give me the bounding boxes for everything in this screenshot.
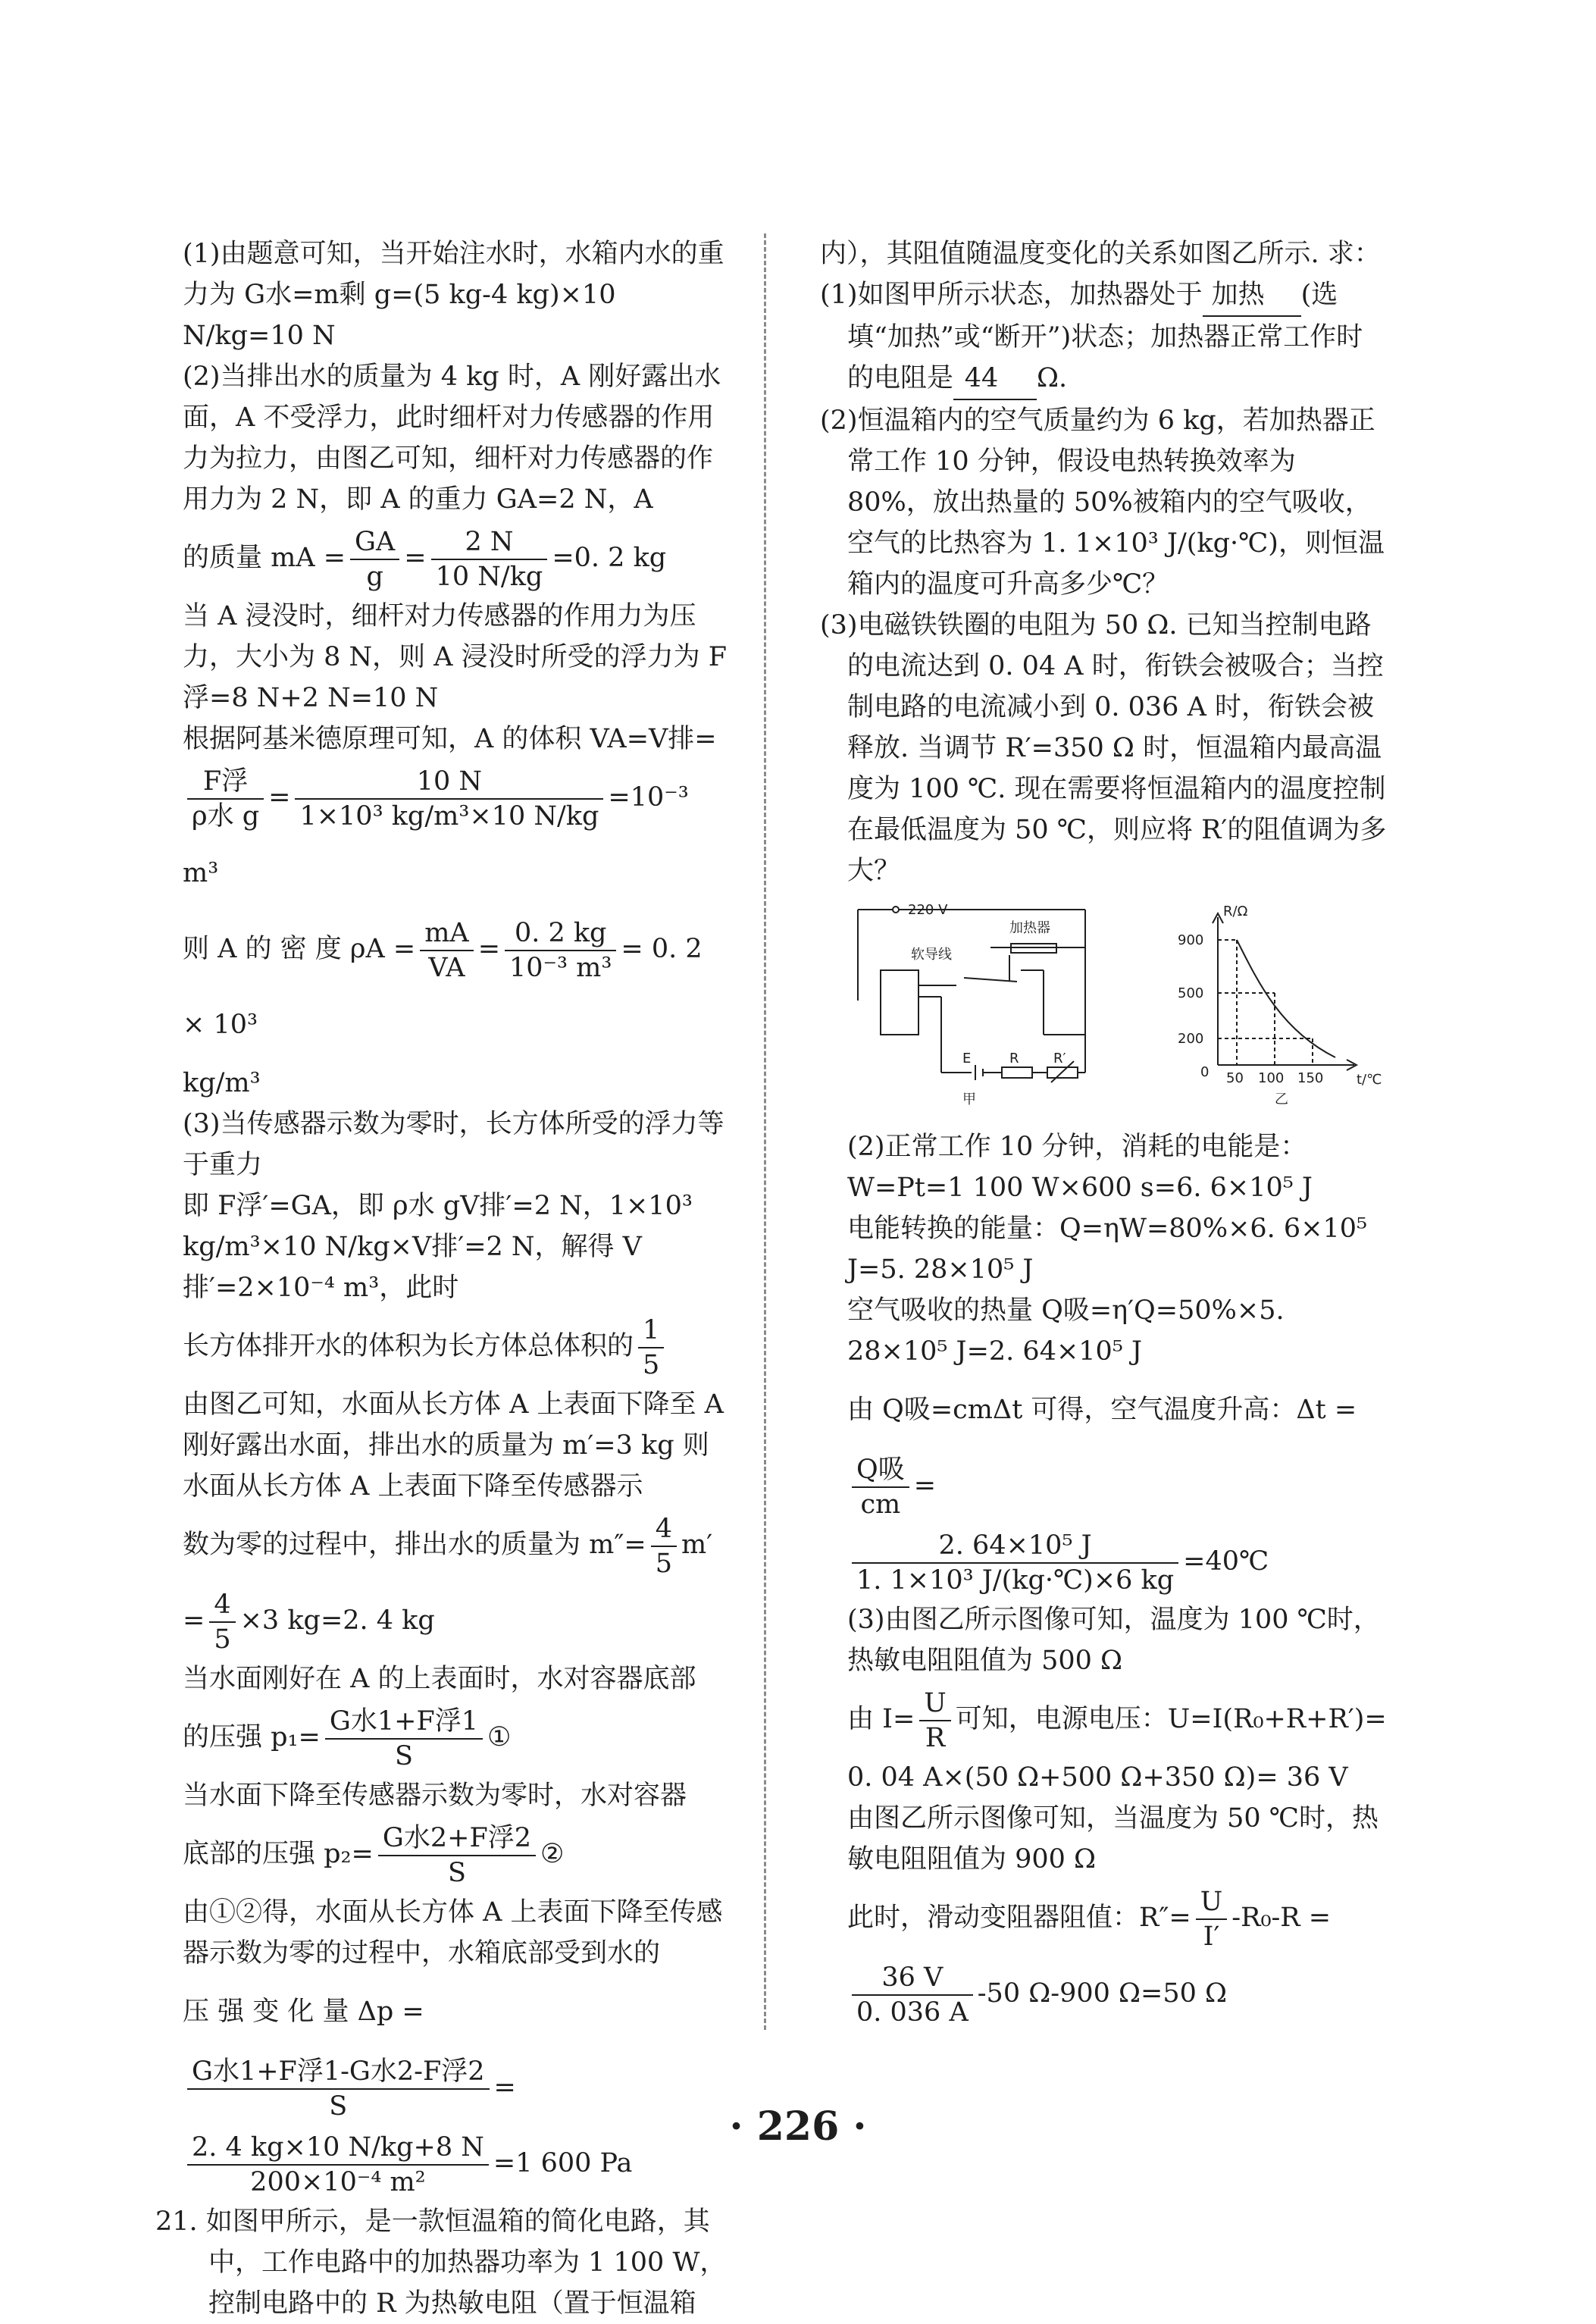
y-tick-900: 900 bbox=[1178, 932, 1204, 948]
graph-x-axis-label: t/℃ bbox=[1357, 1072, 1382, 1088]
y-tick-0: 0 bbox=[1200, 1064, 1210, 1080]
sub-question-1: (1)如图甲所示状态，加热器处于 加热 (选填“加热”或“断开”)状态；加热器正常工作时的电阻是 44 Ω. bbox=[820, 274, 1388, 400]
caption-jia: 甲 bbox=[962, 1092, 976, 1107]
solution-2-energy: (2)正常工作 10 分钟，消耗的电能是：W=Pt=1 100 W×600 s=6. 6×10⁵ J bbox=[847, 1132, 1313, 1203]
voltage-label: 220 V bbox=[908, 902, 948, 918]
caption-yi: 乙 bbox=[1275, 1092, 1288, 1107]
pressure-intro-1: 当水面刚好在 A 的上表面时，水对容器底部 bbox=[183, 1664, 696, 1694]
archimedes-paragraph: 根据阿基米德原理可知，A 的体积 VA=V排= bbox=[183, 724, 717, 754]
question-21-continued: 内），其阻值随温度变化的关系如图乙所示. 求： bbox=[820, 239, 1381, 269]
solution-2-temp-result: $\frac{\text{2. 64×10⁵ J}}{\text{1. 1×10³ J/(kg·℃)×6 kg}}$ =40℃ bbox=[820, 1524, 1388, 1599]
answer-blank-resistance: 44 bbox=[953, 358, 1037, 400]
pressure-intro-2: 当水面下降至传感器示数为零时，水对容器 bbox=[183, 1781, 687, 1811]
left-column bbox=[155, 233, 728, 2324]
density-unit: kg/m³ bbox=[183, 1068, 261, 1098]
wire-label: 软导线 bbox=[911, 947, 952, 963]
resistance-curve bbox=[1237, 940, 1335, 1057]
volume-formula: F浮 ρ水 g = $\frac{10 N}{\text{1×10³ kg/m³×10 N/kg}}$ =10⁻³ m³ bbox=[183, 766, 689, 888]
y-tick-200: 200 bbox=[1178, 1031, 1204, 1047]
sub-question-2: (2)恒温箱内的空气质量约为 6 kg，若加热器正常工作 10 分钟，假设电热转换效率为 80%，放出热量的 50%被箱内的空气吸收，空气的比热容为 1. 1×10³ J/(kg·℃)，则恒温箱内的温度可升高多少℃？ bbox=[820, 406, 1385, 600]
solution-3-rheostat-formula: 此时，滑动变阻器阻值：R″= $\frac{U}{I'}$ -R₀-R = bbox=[847, 1886, 1332, 1952]
figure-circuit-and-graph bbox=[850, 902, 1388, 1119]
column-divider bbox=[764, 233, 766, 2030]
battery-label: E bbox=[962, 1051, 972, 1066]
solution-3-voltage-result: 0. 04 A×(50 Ω+500 Ω+350 Ω)= 36 V bbox=[847, 1762, 1348, 1793]
buoyancy-paragraph: 即 F浮′=GA，即 ρ水 gV排′=2 N，1×10³ kg/m³×10 N/kg×V排′=2 N，解得 V排′=2×10⁻⁴ m³，此时 bbox=[183, 1191, 693, 1303]
x-tick-100: 100 bbox=[1258, 1070, 1285, 1086]
mass-formula: 的质量 mA = $\frac{GA}{g}$ = $\frac{2 N}{10 N/kg}$ =0. 2 kg bbox=[183, 526, 667, 592]
volume-fraction-line: 长方体排开水的体积为长方体总体积的 $\frac{1}{5}$ bbox=[155, 1308, 728, 1384]
answer-blank-heating: 加热 bbox=[1203, 274, 1301, 317]
density-formula: 则 A 的 密 度 ρA = $\frac{mA}{VA}$ = $\frac{0. 2 kg}{\text{10⁻³ m³}}$ = 0. 2 × 10³ bbox=[183, 917, 703, 1040]
sub-question-3: (3)电磁铁铁圈的电阻为 50 Ω. 已知当控制电路的电流达到 0. 04 A 时，衔铁会被吸合；当控制电路的电流减小到 0. 036 A 时，衔铁会被释放. 当调节 R′=350 Ω 时，恒温箱内最高温度为 100 ℃. 现在需要将恒温箱内的温度控制在最低温度为 50 ℃，则应将 R′的阻值调为多大？ bbox=[820, 610, 1387, 886]
drain-mass-formula: 数为零的过程中，排出水的质量为 m″= $\frac{4}{5}$ m′ bbox=[183, 1513, 713, 1579]
answer-part-2: (2)当排出水的质量为 4 kg 时，A 刚好露出水面，A 不受浮力，此时细杆对力传感器的作用力为拉力，由图乙可知，细杆对力传感器的作用力为 2 N，即 A 的重力 GA=2 N，A bbox=[183, 362, 721, 515]
pressure-change-formula: 压 强 变 化 量 Δp = G水1+F浮1-G水2-F浮2 S = bbox=[183, 1997, 516, 2122]
pressure-change-intro: 由①②得，水面从长方体 A 上表面下降至传感器示数为零的过程中，水箱底部受到水的 bbox=[183, 1897, 723, 1969]
answer-part-3: (3)当传感器示数为零时，长方体所受的浮力等于重力 bbox=[183, 1109, 724, 1180]
circuit-diagram bbox=[858, 907, 1085, 1082]
solution-3-voltage-formula: 由 I= $\frac{U}{R}$ 可知，电源电压：U=I(R₀+R+R′)= bbox=[847, 1687, 1387, 1753]
graph-y-axis-label: R/Ω bbox=[1223, 904, 1248, 919]
solution-3-rheostat-result: $\frac{36 V}{0. 036 A}$ -50 Ω-900 Ω=50 Ω bbox=[820, 1956, 1388, 2031]
heater-label: 加热器 bbox=[1009, 920, 1050, 936]
x-tick-150: 150 bbox=[1297, 1070, 1324, 1086]
solution-2-converted: 电能转换的能量：Q=ηW=80%×6. 6×10⁵ J=5. 28×10⁵ J bbox=[847, 1214, 1368, 1285]
solution-2-temp-formula: 由 Q吸=cmΔt 可得，空气温度升高：Δt = Q吸 cm = bbox=[847, 1395, 1357, 1520]
y-tick-500: 500 bbox=[1178, 985, 1204, 1001]
rheostat-label: R′ bbox=[1053, 1051, 1066, 1066]
right-column bbox=[820, 233, 1388, 2031]
question-21: 21. 如图甲所示，是一款恒温箱的简化电路，其中，工作电路中的加热器功率为 1 100 W，控制电路中的 R 为热敏电阻（置于恒温箱 bbox=[155, 2207, 727, 2319]
resistance-graph bbox=[1213, 913, 1357, 1070]
pressure-formula-1: 的压强 p₁= G水1+F浮1 S ① bbox=[183, 1705, 512, 1771]
solution-2-absorbed: 空气吸收的热量 Q吸=η′Q=50%×5. 28×10⁵ J=2. 64×10⁵ J bbox=[847, 1295, 1285, 1367]
page-number: · 226 · bbox=[729, 2103, 867, 2150]
drain-paragraph: 由图乙可知，水面从长方体 A 上表面下降至 A 刚好露出水面，排出水的质量为 m′=3 kg 则水面从长方体 A 上表面下降至传感器示 bbox=[183, 1389, 724, 1502]
immersed-paragraph: 当 A 浸没时，细杆对力传感器的作用力为压力，大小为 8 N，则 A 浸没时所受的浮力为 F浮=8 N+2 N=10 N bbox=[183, 601, 728, 713]
figure-svg bbox=[850, 902, 1396, 1107]
solution-3-resistance-900: 由图乙所示图像可知，当温度为 50 ℃时，热敏电阻阻值为 900 Ω bbox=[847, 1803, 1379, 1875]
drain-mass-result: = $\frac{4}{5}$ ×3 kg=2. 4 kg bbox=[183, 1589, 435, 1655]
thermistor-label: R bbox=[1009, 1051, 1019, 1066]
answer-part-1: (1)由题意可知，当开始注水时，水箱内水的重力为 G水=m剩 g=(5 kg-4 kg)×10 N/kg=10 N bbox=[183, 239, 724, 351]
solution-3-intro: (3)由图乙所示图像可知，温度为 100 ℃时，热敏电阻阻值为 500 Ω bbox=[847, 1605, 1380, 1676]
x-tick-50: 50 bbox=[1226, 1070, 1244, 1086]
pressure-change-result: $\frac{2. 4 kg\times 10 N/kg+8 N}{\text{200×10⁻⁴ m²}}$ =1 600 Pa bbox=[155, 2125, 728, 2201]
pressure-formula-2: 底部的压强 p₂= G水2+F浮2 S ② bbox=[183, 1822, 565, 1888]
